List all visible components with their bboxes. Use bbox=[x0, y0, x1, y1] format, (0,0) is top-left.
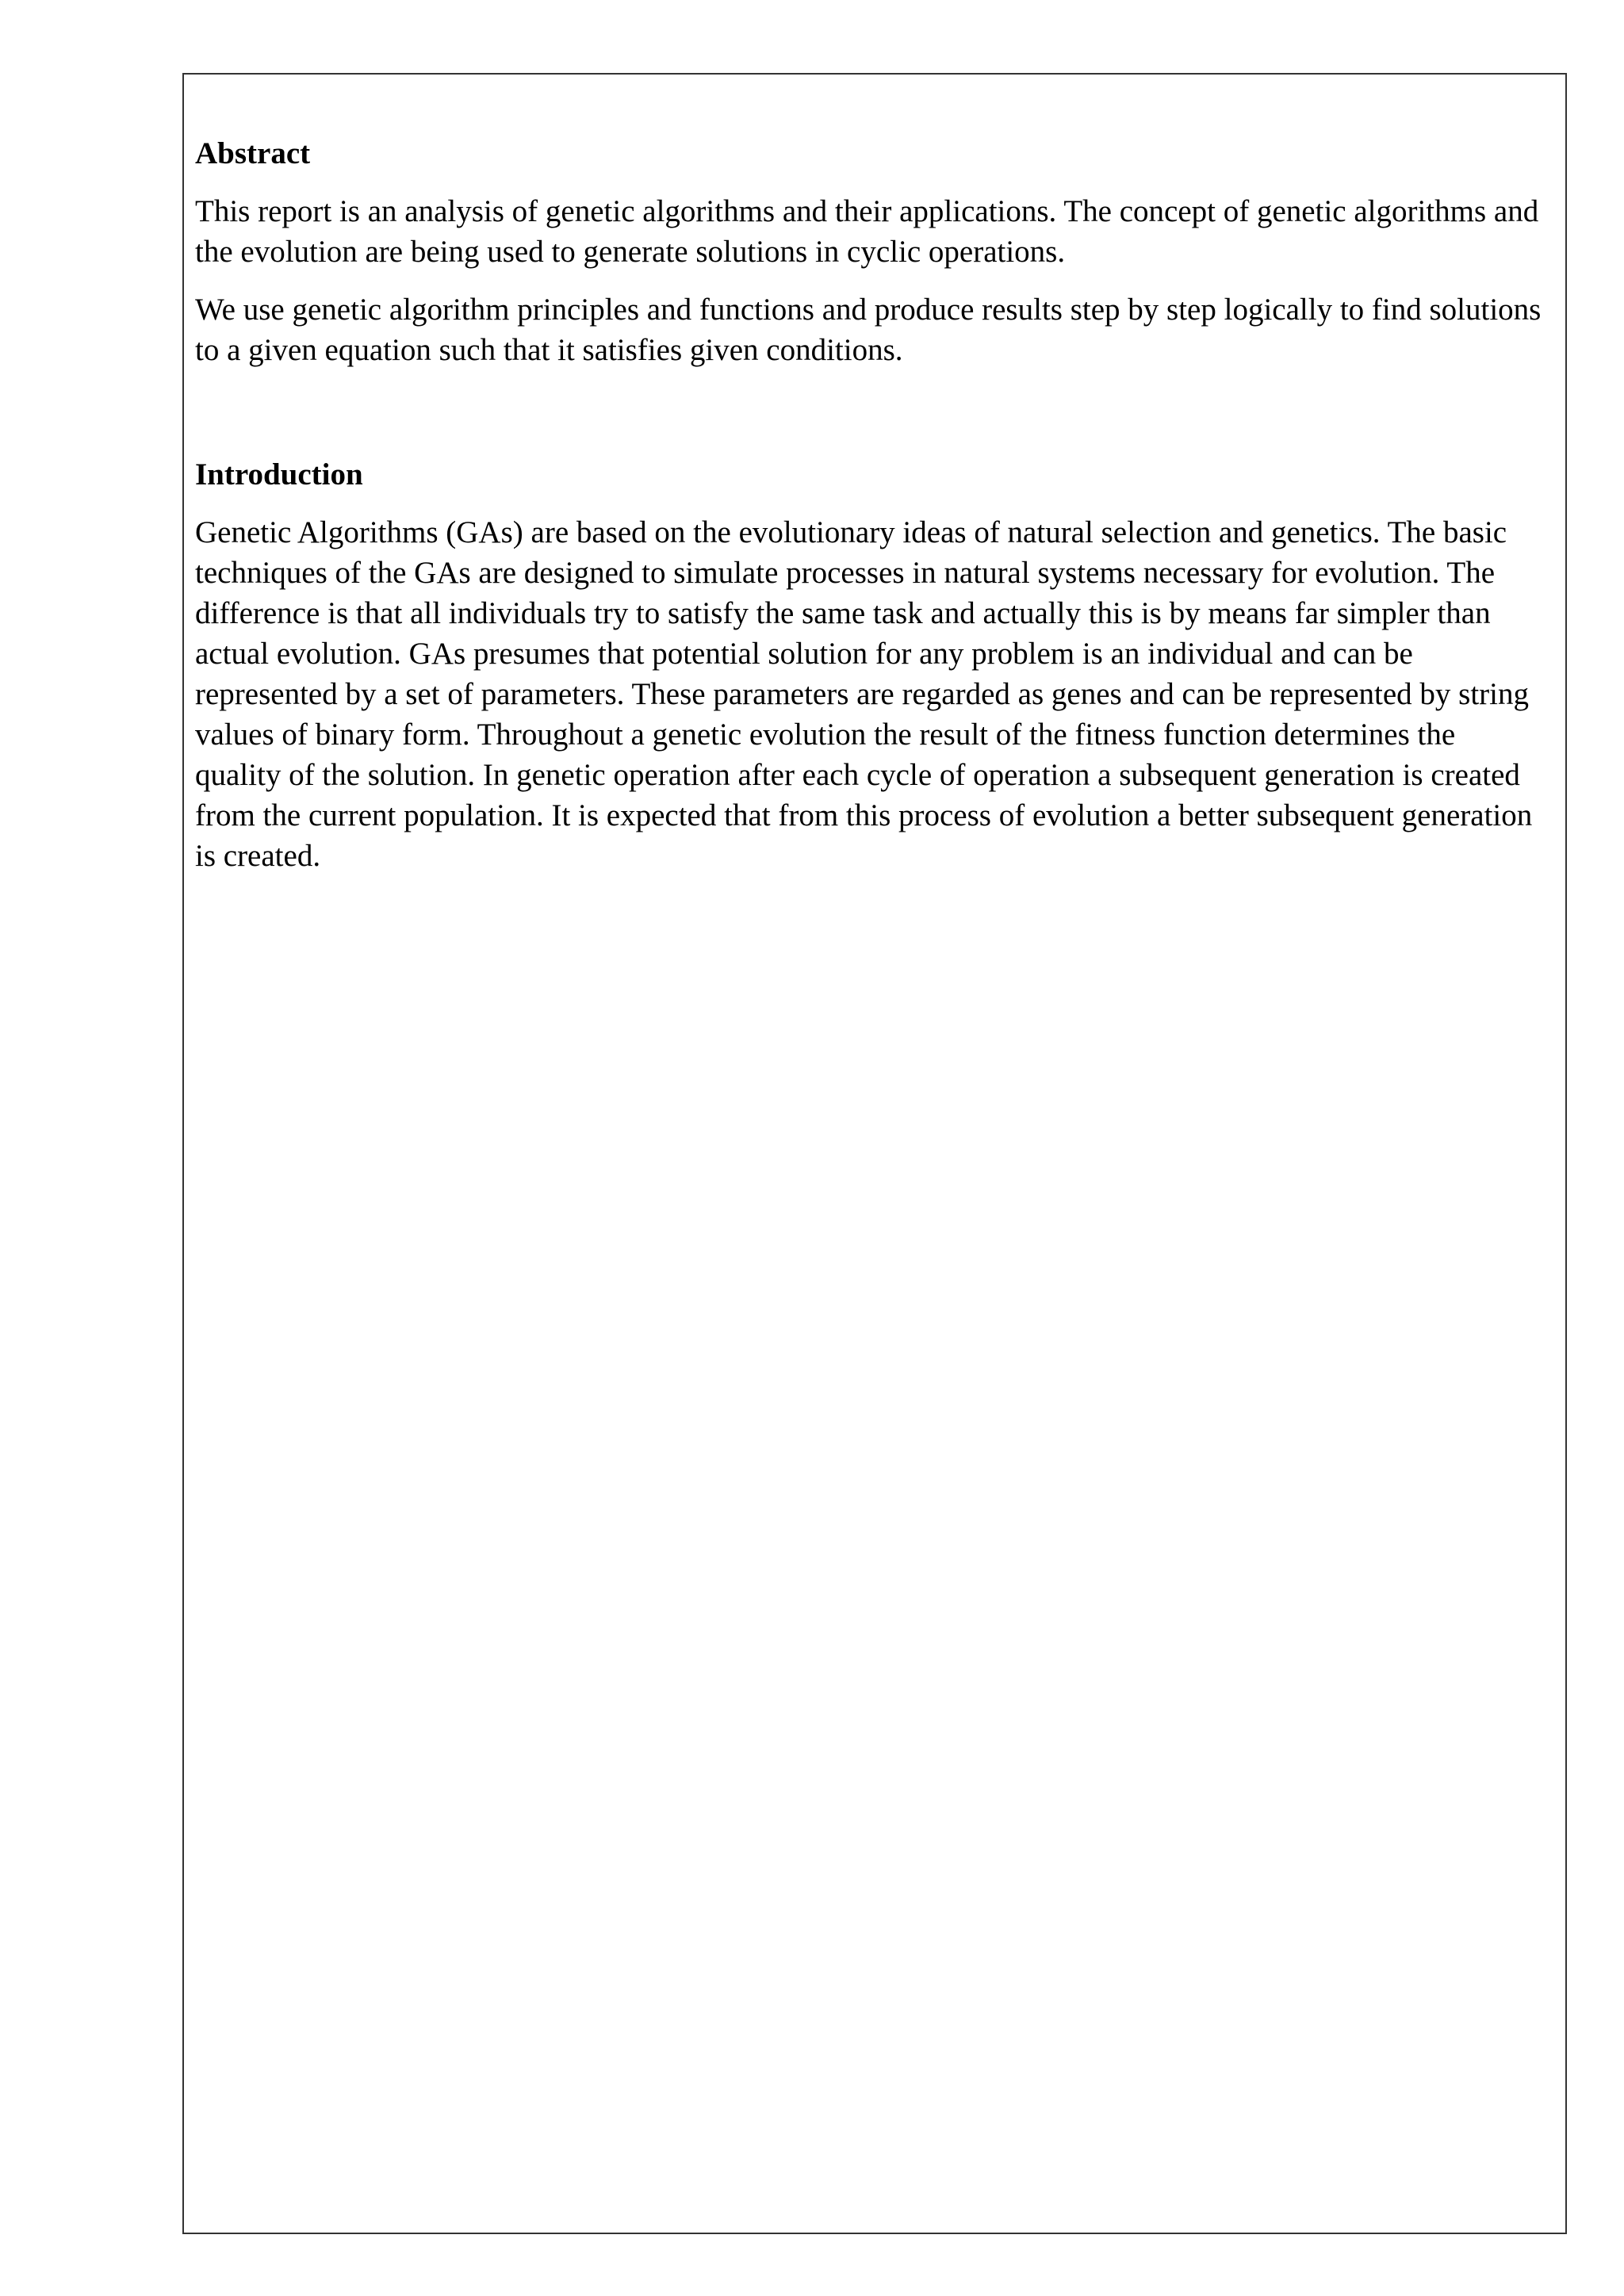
introduction-paragraph-1: Genetic Algorithms (GAs) are based on the evolutionary ideas of natural selection and genetics. The basic techniques of the GAs are designed to simulate processes in natural systems necessary for evolution. The difference is that all individuals try to satisfy the same task and actually this is by means far simpler than actual evolution. GAs presumes that potential solution for any problem is an individual and can be represented by a set of parameters. These parameters are regarded as genes and can be represented by string values of binary form. Throughout a genetic evolution the result of the fitness function determines the quality of the solution. In genetic operation after each cycle of operation a subsequent generation is created from the current population. It is expected that from this process of evolution a better subsequent generation is created. bbox=[195, 515, 1533, 873]
introduction-section bbox=[195, 456, 1543, 876]
abstract-paragraph-1: This report is an analysis of genetic algorithms and their applications. The concept of genetic algorithms and the evolution are being used to generate solutions in cyclic operations. bbox=[195, 193, 1539, 269]
section-spacer bbox=[195, 388, 1543, 456]
abstract-paragraph-2: We use genetic algorithm principles and functions and produce results step by step logically to find solutions to a given equation such that it satisfies given conditions. bbox=[195, 292, 1542, 367]
abstract-section bbox=[195, 135, 1543, 370]
abstract-heading: Abstract bbox=[195, 136, 311, 170]
introduction-heading: Introduction bbox=[195, 457, 363, 492]
document-body bbox=[195, 135, 1543, 894]
